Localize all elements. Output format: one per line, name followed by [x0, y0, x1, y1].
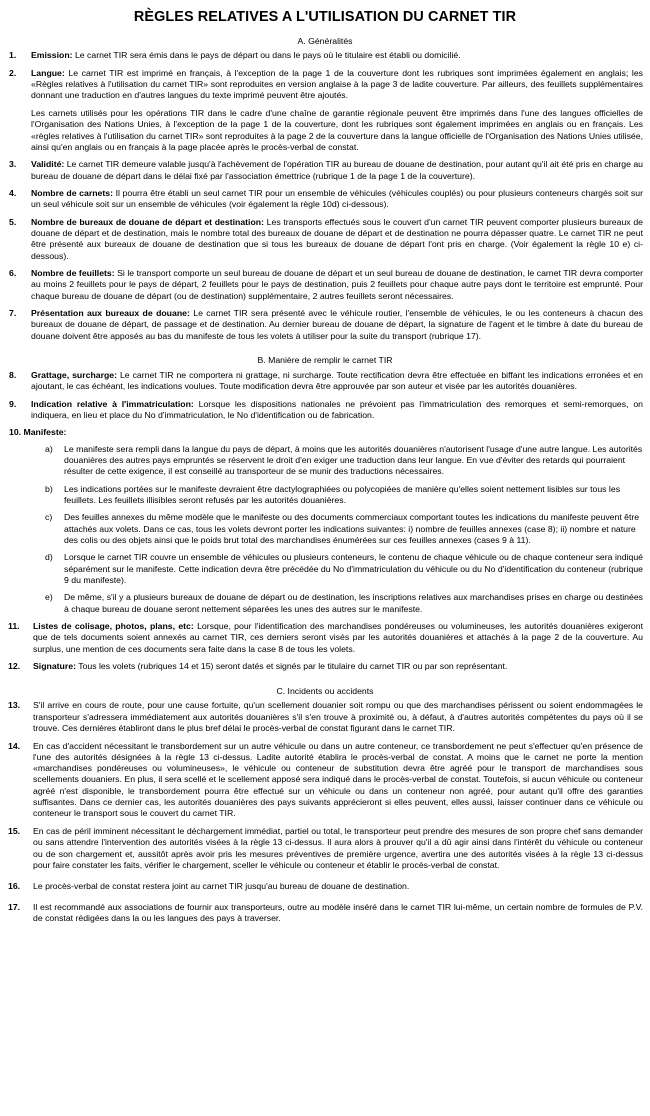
rule-number: 5.: [9, 217, 17, 228]
rule-text: [33, 621, 643, 655]
rule-text: S'il arrive en cours de route, pour une cause fortuite, qu'un scellement douanier soit rompu ou que des marchandises périssent ou soient endommagées le transporteur s'adressera immédiatement aux autorités douanières s'il s'en trouve à proximité ou, à défaut, à d'autres autorités compétentes du pays où il se trouve. Ces dernières établiront dans le plus bref délai le procès-verbal de constat figurant dans le carnet TIR.: [33, 700, 643, 733]
rule-number: 15.: [8, 826, 21, 837]
rule-body-text: Il pourra être établi un seul carnet TIR pour un ensemble de véhicules (véhicules couplés) ou pour plusieurs conteneurs chargés soit sur un seul véhicule soit sur un ensemble de véhicules (voir également la règle 10d) ci-dessous).: [31, 188, 643, 210]
rule-lead: Nombre de carnets:: [31, 188, 113, 199]
rule-lead: Nombre de bureaux de douane de départ et destination:: [31, 217, 264, 228]
rule-text: [31, 159, 643, 181]
rule-body-text: Le carnet TIR demeure valable jusqu'à l'achèvement de l'opération TIR au bureau de douane de destination, pour autant qu'il ait été pris en charge au bureau de douane de départ dans le délai fixé par l'association émettrice (rubrique 1 de la page 1 de la couverture).: [31, 159, 643, 181]
rule-text: En cas de péril imminent nécessitant le déchargement immédiat, partiel ou total, le transporteur peut prendre des mesures de son propre chef sans demander ou sans attendre l'intervention des autorités visées à la règle 13 ci-dessus. Il aura alors à prouver qu'il a dû agir ainsi dans l'intérêt du véhicule ou conteneur ou de son chargement et, aussitôt après avoir pris les mesures préventives de première urgence, avertira une des autorités visées à la règle 13 ci-dessus pour faire constater les faits, vérifier le chargement, sceller le véhicule ou conteneur et établir le procès-verbal de constat.: [33, 826, 643, 870]
subitem-label: b): [45, 483, 53, 494]
rule-lead: Nombre de feuillets:: [31, 268, 115, 279]
rule-text: [31, 217, 643, 262]
rule-number: 8.: [9, 369, 17, 380]
rule-body-text: Le carnet TIR est imprimé en français, à l'exception de la page 1 de la couverture dont les rubriques sont imprimées également en anglais; les «Règles relatives à l'utilisation du carnet TIR» sont reproduites en version anglaise à la page 3 de ladite couverture. Par ailleurs, des feuillets supplémentaires donnant une traduction en d'autres langues du texte imprimé peuvent être ajoutés.: [31, 67, 643, 101]
rule-text: [31, 399, 643, 421]
rule-paragraph-2: Les carnets utilisés pour les opérations TIR dans le cadre d'une chaîne de garantie régionale peuvent être imprimés dans l'une des langues officielles de l'Organisation des Nations Unies, à l'exception de la page 1 de la couverture, dont les rubriques sont également imprimées en anglais ou en français. Les «règles relatives à l'utilisation du carnet TIR» sont reproduites à la page 2 de la couverture dans la langue officielle de l'Organisation des Nations Unies utilisée, ainsi qu'en anglais ou en français à la page placée après le procès-verbal de constat.: [31, 108, 643, 152]
rule-item-4: [7, 188, 643, 210]
rule-body-text: Les transports effectués sous le couvert d'un carnet TIR peuvent comporter plusieurs bureaux de douane de départ et de destination, mais le nombre total des bureaux de douane de départ et de destination ne pourra dépasser quatre. Le carnet TIR ne peut être présenté aux bureaux de douane de destination que si tous les bureaux de douane de départ l'ont pris en charge. (Voir également la règle 10 e) ci-dessous).: [31, 217, 643, 261]
rule-number: 14.: [8, 740, 21, 751]
rule-paragraph-1: [31, 68, 643, 102]
rule-number: 16.: [8, 880, 21, 891]
rule-10-subitem-a: [7, 444, 643, 478]
rule-number: 6.: [9, 268, 17, 279]
rule-number: 7.: [9, 308, 17, 319]
rule-lead: Présentation aux bureaux de douane:: [31, 308, 190, 319]
subitem-text: Lorsque le carnet TIR couvre un ensemble de véhicules ou plusieurs conteneurs, le contenu de chaque véhicule ou de chaque conteneur sera indiqué séparément sur le manifeste. Cette indication devra être précédée du No d'immatriculation du véhicule ou du No d'identification du conteneur (rubrique 9 du manifeste).: [64, 552, 643, 585]
rule-item-2: [7, 68, 643, 153]
rule-item-9: [7, 399, 643, 421]
rule-item-1: [7, 50, 643, 61]
rule-text: [31, 308, 643, 342]
subitem-label: e): [45, 592, 53, 603]
subitem-label: a): [45, 443, 53, 454]
rule-10-subitem-b: [7, 484, 643, 506]
subitem-text: Des feuilles annexes du même modèle que le manifeste ou des documents commerciaux comportant toutes les indications du manifeste peuvent être attachés aux volets. Dans ce cas, tous les volets devront porter les indications suivantes: i) nombre de feuilles annexes (case 8); ii) nombre et nature des colis ou des objets ainsi que le poids brut total des marchandises énumérées sur ces feuilles annexes (cases 9 à 11).: [64, 512, 640, 545]
rule-item-13: [7, 700, 643, 734]
rule-body-text: Le carnet TIR sera émis dans le pays de départ ou dans le pays où le titulaire est établi ou domicilié.: [72, 50, 461, 60]
rule-text: [31, 50, 643, 61]
rule-text: [31, 68, 643, 153]
rule-item-16: [7, 881, 643, 892]
rule-number: 3.: [9, 159, 17, 170]
rule-text: [31, 188, 643, 210]
rule-lead: Indication relative à l'immatriculation:: [31, 398, 194, 409]
rule-lead: Emission:: [31, 50, 73, 60]
rule-lead: Grattage, surcharge:: [31, 369, 117, 380]
page-title: RÈGLES RELATIVES A L'UTILISATION DU CARNET TIR: [133, 9, 517, 25]
rule-10-subitem-d: [7, 552, 643, 586]
rule-lead: Listes de colisage, photos, plans, etc:: [33, 621, 194, 632]
rule-number: 17.: [8, 902, 21, 913]
subitem-label: d): [45, 552, 53, 563]
section-heading-b: B. Manière de remplir le carnet TIR: [257, 355, 393, 366]
rule-body-text: Lorsque, pour l'identification des marchandises pondéreuses ou volumineuses, les autorités douanières exigeront que de tels documents soient annexés au carnet TIR, ces derniers seront visés par les autorités douanières et attachés à la page 2 de la couverture. Au surplus, une mention de ces documents sera faite dans la case 8 de tous les volets.: [33, 621, 643, 654]
rule-number: 4.: [9, 188, 17, 199]
rule-text: Le procès-verbal de constat restera joint au carnet TIR jusqu'au bureau de douane de destination.: [33, 880, 410, 891]
rule-item-17: [7, 902, 643, 924]
subitem-text: Le manifeste sera rempli dans la langue du pays de départ, à moins que les autorités douanières n'autorisent l'usage d'une autre langue. Les autorités douanières des autres pays empruntés se réservent le droit d'en exiger une traduction dans leur langue. En vue d'éviter des retards qui pourraient résulter de cette exigence, il est conseillé au transporteur de se munir des traductions nécessaires.: [64, 443, 643, 476]
rule-text: [31, 268, 643, 302]
rule-item-11: [7, 621, 643, 655]
rule-item-5: [7, 217, 643, 262]
rule-text: Il est recommandé aux associations de fournir aux transporteurs, outre au modèle inséré dans le carnet TIR lui-même, un certain nombre de formules de P.V. de constat rédigées dans la ou les langues des pays à traverser.: [33, 902, 643, 924]
rule-body-text: Tous les volets (rubriques 14 et 15) seront datés et signés par le titulaire du carnet TIR ou par son représentant.: [75, 661, 508, 672]
rule-body-text: Le carnet TIR ne comportera ni grattage, ni surcharge. Toute rectification devra être effectuée en biffant les indications erronées et en ajoutant, le cas échéant, les indications voulues. Toute modification devra être approuvée par son auteur et visée par les autorités douanières.: [31, 369, 643, 391]
rule-number: 11.: [8, 621, 20, 632]
rule-item-10-heading: 10. Manifeste:: [9, 427, 67, 438]
subitem-text: De même, s'il y a plusieurs bureaux de douane de départ ou de destination, les inscriptions relatives aux marchandises prises en charge ou destinées à chaque bureau de douane seront nettement séparées les unes des autres sur le manifeste.: [64, 592, 643, 614]
rule-10-subitem-e: [7, 592, 643, 614]
rule-lead: Langue:: [31, 67, 65, 78]
subitem-label: c): [45, 512, 53, 523]
rule-number: 13.: [8, 700, 21, 711]
rule-item-8: [7, 370, 643, 392]
section-heading-c: C. Incidents ou accidents: [276, 686, 374, 696]
rule-item-12: [7, 661, 643, 672]
rule-item-7: [7, 308, 643, 342]
rule-item-3: [7, 159, 643, 181]
rule-item-6: [7, 268, 643, 302]
rule-number: 9.: [9, 398, 17, 409]
rule-number: 1.: [9, 50, 17, 60]
rule-number: 12.: [8, 661, 21, 672]
rule-text: [31, 370, 643, 392]
rule-lead: Validité:: [31, 159, 65, 170]
rule-item-15: [7, 826, 643, 871]
rule-number: 2.: [9, 67, 17, 78]
rule-text: En cas d'accident nécessitant le transbordement sur un autre véhicule ou dans un autre conteneur, ce transbordement ne peut s'effectuer qu'en présence de l'une des autorités désignées à la règle 13 ci-dessus. Ladite autorité établira le procès-verbal de constat. A moins que le carnet ne porte la mention «marchandises pondéreuses ou volumineuses», le véhicule ou conteneur de substitution devra être agréé pour le transport de marchandises sous scellements douaniers. En plus, il sera scellé et le scellement apposé sera indiqué dans le procès-verbal de constat. Toutefois, si aucun véhicule ou conteneur agréé n'est disponible, le transbordement pourra être effectué sur un véhicule ou dans un conteneur non agréé, pour autant qu'il offre des garanties suffisantes. Dans ce dernier cas, les autorités douanières des pays suivants apprécieront si elles peuvent, elles aussi, laisser continuer dans ce véhicule ou conteneur le transport sous le couvert du carnet TIR.: [33, 740, 643, 818]
rule-10-subitem-c: [7, 512, 643, 546]
rule-body-text: Lorsque les dispositions nationales ne prévoient pas l'immatriculation des remorques et semi-remorques, on indiquera, en lieu et place du No d'immatriculation, le No d'identification ou de fabrication.: [31, 398, 643, 420]
rule-body-text: Si le transport comporte un seul bureau de douane de départ et un seul bureau de douane de destination, le carnet TIR devra comporter au moins 2 feuillets pour le pays de départ, 2 feuillets pour le pays de destination, puis 2 feuillets pour chaque autre pays dont le territoire est emprunté. Pour chaque bureau de douane de départ (ou de destination) supplémentaire, 2 autres feuillets seront nécessaires.: [31, 268, 643, 301]
section-heading-a: A. Généralités: [297, 35, 353, 46]
rule-text: [33, 661, 643, 672]
rule-body-text: Le carnet TIR sera présenté avec le véhicule routier, l'ensemble de véhicules, le ou les conteneurs à chacun des bureaux de douane de départ, de passage et de destination. Au dernier bureau de douane de départ, la signature de l'agent et le timbre à date du bureau de douane doivent être apposés au bas du manifeste de tous les volets à utiliser pour la suite du transport (rubrique 17).: [31, 308, 643, 341]
rule-lead: Signature:: [33, 661, 76, 672]
subitem-text: Les indications portées sur le manifeste devraient être dactylographiées ou polycopiées de manière qu'elles soient nettement lisibles sur tous les feuillets. Les feuillets illisibles seront refusés par les autorités douanières.: [64, 483, 621, 505]
rule-item-14: [7, 741, 643, 819]
